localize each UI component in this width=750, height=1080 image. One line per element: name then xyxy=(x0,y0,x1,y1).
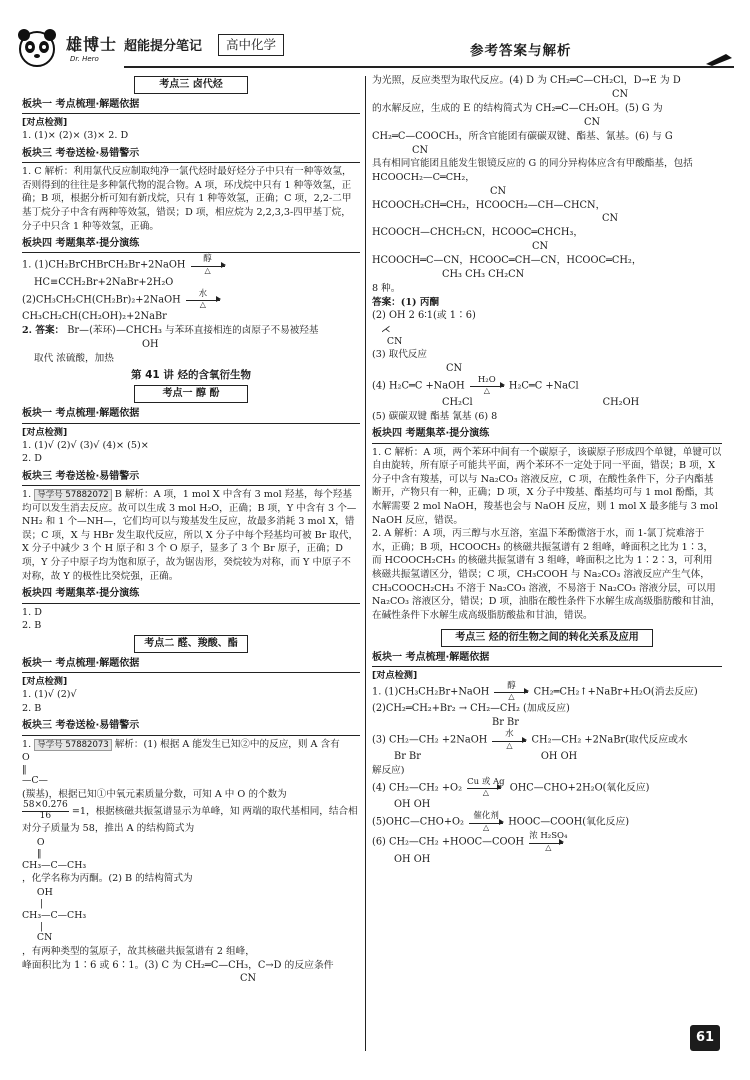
reactant-text: (5)OHC—CHO+O₂ xyxy=(372,816,464,828)
answer-text: 解析：(1) 根据 A 能发生已知②中的反应，则 A 含有 xyxy=(114,738,340,750)
arrow-heat: △ xyxy=(508,692,515,702)
guide-number-badge: 导学号 57882072 xyxy=(34,489,111,501)
substituent-right: OH OH xyxy=(540,751,578,763)
reaction-arrow xyxy=(470,376,504,396)
answer-text: B 解析：A 项，1 mol X 中含有 3 mol 羟基，每个羟基均可以发生消去反应。故可以生成 3 mol H₂O，正确；B 项，Y 中含有 3 个—NH₂ 和 1 个—NH—，它们均可以与羧基发生反应，故最多消耗 3 mol X，错误；C 项，X 与 HBr 发生取代反应，所以 X 分子中每个羟基均可被 Br 取代，X 分子中减少 3 个 H 原子和 3 个 O 原子，显多了 3 个 Br 原子，正确；D 项，Y 分子中原子均为饱和原子，故为锯齿形，癸烷较为对称，而 Y 中原子不对称，故 Y 的极性比癸烷强，正确。 xyxy=(22,489,359,582)
structure-substituent: OH OH xyxy=(394,853,431,865)
product-text: CH₂═CH₂↑+NaBr+H₂O(消去反应) xyxy=(533,686,698,698)
structure-substituent: CN xyxy=(490,185,507,197)
arrow-heat: △ xyxy=(483,822,490,832)
arrow-condition: 浓 H₂SO₄ xyxy=(529,831,568,842)
brand-subtitle: Dr. Hero xyxy=(70,55,99,63)
answer-text xyxy=(22,801,360,835)
reaction-equation xyxy=(372,376,722,396)
reaction-equation xyxy=(372,812,722,832)
topic3-conversion-title: 考点三 烃的衍生物之间的转化关系及应用 xyxy=(441,629,653,647)
arrow-condition: H₂O xyxy=(477,374,496,385)
check-label: [对点检测] xyxy=(22,426,68,438)
cyanohydrin-structure: ⋌ CN xyxy=(380,324,403,347)
answer-line: 1. (1)× (2)× (3)× 2. D xyxy=(22,130,129,142)
structure-formula: Br—⟨苯环⟩—CHCH₃ xyxy=(67,324,162,336)
reactant-text: 1. (1)CH₂BrCHBrCH₂Br+2NaOH xyxy=(22,260,186,272)
arrow-line xyxy=(494,690,528,693)
block1-heading: 板块一 考点梳理·解题依据 xyxy=(22,98,360,114)
reaction-equation xyxy=(372,730,722,750)
block4-heading: 板块四 考题集萃·提分演练 xyxy=(372,427,722,443)
answer-text: (2) OH 2 6∶1(或 1∶6) xyxy=(372,310,476,322)
compound-b-structure: OH | CH₃—C—CH₃ | CN xyxy=(22,886,87,944)
arrow-condition: 醇 xyxy=(203,254,212,265)
right-column xyxy=(372,74,722,1052)
isomer-list: HCOOCH—CHCH₂CN，HCOOC═CHCH₃， xyxy=(372,227,584,239)
fraction xyxy=(22,801,69,822)
spacer xyxy=(372,623,722,627)
answer-2 xyxy=(22,324,360,338)
structure-substituent: CN xyxy=(532,241,549,253)
product-text: H₂C═C +NaCl xyxy=(508,380,579,392)
reactant-text: (4) CH₂—CH₂ +O₂ xyxy=(372,782,463,794)
reaction-equation xyxy=(22,255,360,275)
check-label: [对点检测] xyxy=(22,676,68,688)
answer-text: 解反应) xyxy=(372,765,405,777)
answer-text: (5) 碳碳双键 酯基 氰基 (6) 8 xyxy=(372,410,498,422)
reaction-equation: (2)CH₂═CH₂+Br₂ → CH₂—CH₂ (加成反应) xyxy=(372,703,570,715)
carbonyl-structure: O ‖ —C— xyxy=(22,752,48,787)
panda-logo-icon xyxy=(14,26,60,70)
topic3-title: 考点三 卤代烃 xyxy=(134,76,248,94)
structure-substituent: CN xyxy=(602,213,619,225)
answer-text: 的水解反应，生成的 E 的结构简式为 CH₂═C—CH₂OH。(5) G 为 xyxy=(372,102,663,114)
structure-substituent: CN xyxy=(412,144,429,156)
arrow-line xyxy=(492,739,526,742)
block3-heading: 板块三 考卷送检·易错警示 xyxy=(22,147,360,163)
answer-line: 2. D xyxy=(22,453,42,465)
answer-line: 1. (1)√ (2)√ xyxy=(22,689,77,701)
block1-heading: 板块一 考点梳理·解题依据 xyxy=(22,407,360,423)
arrow-condition: 醇 xyxy=(507,680,516,691)
answer-paragraph: 1. 导学号 57882073 解析：(1) 根据 A 能发生已知②中的反应，则 A 含有 xyxy=(22,738,340,750)
block1-heading: 板块一 考点梳理·解题依据 xyxy=(372,651,722,667)
arrow-heat: △ xyxy=(199,300,206,310)
answer-line: 2. B xyxy=(22,702,42,714)
arrow-condition: 水 xyxy=(505,729,514,740)
page-header xyxy=(14,26,738,70)
reaction-arrow xyxy=(494,682,528,702)
arrow-condition: 水 xyxy=(198,288,208,299)
reaction-arrow xyxy=(529,832,567,852)
block1-heading: 板块一 考点梳理·解题依据 xyxy=(22,657,360,673)
product-text: CH₃CH₂CH(CH₂OH)₂+2NaBr xyxy=(22,310,167,322)
reactant-text: (6) CH₂—CH₂ +HOOC—COOH xyxy=(372,837,525,849)
reactant-text: 1. (1)CH₃CH₂Br+NaOH xyxy=(372,686,490,698)
pen-icon xyxy=(704,52,734,66)
substituent-left: Br Br xyxy=(394,751,421,763)
reaction-equation xyxy=(372,682,722,702)
reaction-equation xyxy=(372,778,722,798)
answer-text: 具有相同官能团且能发生银镜反应的 G 的同分异构体应含有甲酸酯基，包括 HCOOCH₂—C═CH₂， xyxy=(372,158,693,184)
answer-text: (羰基)，根据已知①中氧元素质量分数，可知 A 中 O 的个数为 xyxy=(22,788,287,800)
structure-substituent: CN xyxy=(584,116,601,128)
reaction-arrow xyxy=(191,255,225,275)
structure-substituent: CH₃ CH₃ CH₂CN xyxy=(442,269,525,281)
arrow-line xyxy=(191,264,225,267)
left-column xyxy=(22,74,360,1052)
block3-heading: 板块三 考卷送检·易错警示 xyxy=(22,719,360,735)
structure-substituent xyxy=(372,396,722,410)
structure-substituent: Br Br xyxy=(492,717,519,729)
arrow-condition: 催化剂 xyxy=(473,811,499,822)
reaction-arrow xyxy=(186,290,220,310)
fraction-numerator: 58×0.276 xyxy=(23,800,68,811)
header-rule xyxy=(124,66,734,68)
arrow-heat: △ xyxy=(483,386,490,396)
product-text: HC≡CCH₂Br+2NaBr+2H₂O xyxy=(34,276,174,288)
subject-badge: 高中化学 xyxy=(218,34,284,56)
answer-text: =1，根据核磁共振氢谱显示为单峰，知 xyxy=(71,806,240,818)
answer-text: ，化学名称为丙酮。(2) B 的结构简式为 xyxy=(22,872,193,884)
answer-text: 与苯环直接相连的卤原子不易被羟基 xyxy=(165,324,319,336)
arrow-line xyxy=(467,786,501,789)
arrow-line xyxy=(470,384,504,387)
page-title: 参考答案与解析 xyxy=(470,43,572,59)
substituent-left: CH₂Cl xyxy=(442,396,473,408)
answer-text: (3) 取代反应 xyxy=(372,349,428,361)
answer-text: 8 种。 xyxy=(372,283,401,294)
answer-line: 2. B xyxy=(22,620,42,632)
answer-text: 为光照，反应类型为取代反应。(4) D 为 CH₂═C—CH₂Cl，D→E 为 D xyxy=(372,75,681,86)
answer-text: 两端的取代基相同，结合相对分子质量为 58，推出 A 的结构简式为 xyxy=(22,806,358,834)
answer-line: 1. D xyxy=(22,606,42,618)
answer-paragraph: 1. C 解析：利用氯代反应制取纯净一氯代烃时最好烃分子中只有一种等效氢，否则得到的往往是多种氯代物的混合物。A 项，环戊烷中只有 1 种等效氢，正确；B 项，根据分析可知有新戊烷，只有 1 种等效氢，正确；C 项，2,2-二甲基丁烷分子中含有两种等效氢，错误；D 项，相应烷为 2,2,3,3-四甲基丁烷，分子中只含 1 种等效氢，正确。 xyxy=(22,166,352,232)
block3-heading: 板块三 考卷送检·易错警示 xyxy=(22,470,360,486)
arrow-line xyxy=(529,841,563,844)
brand-name: 雄博士 xyxy=(66,35,118,54)
answer-paragraph: 2. A 解析：A 项，丙三醇与水互溶，室温下苯酚微溶于水，而 1-氯丁烷难溶于水，正确；B 项，HCOOCH₃ 的核磁共振氢谱有 2 组峰，峰面积之比为 1∶3，而 HCOOCH₂CH₃ 的核磁共振氢谱有 3 组峰，峰面积之比为 1∶2∶3，可利用核磁共振氢谱区分，错误；C 项，CH₃COOH 与 Na₂CO₃ 溶液反应产生气体，CH₃COOCH₂CH₃ 不溶于 Na₂CO₃ 溶液，不易溶于 Na₂CO₃ 溶液分层，可以用 Na₂CO₃ 溶液区分，错误；D 项，油脂在酸性条件下水解生成高级脂肪酸和甘油，在碱性条件下水解生成高级脂肪酸盐和甘油，错误。 xyxy=(372,528,721,621)
lecture-title: 第 41 讲 烃的含氧衍生物 xyxy=(130,369,252,382)
series-name: 超能提分笔记 xyxy=(124,39,203,54)
reaction-arrow xyxy=(469,812,503,832)
isomer-list: HCOOCH₂CH═CH₂，HCOOCH₂—CH—CHCN， xyxy=(372,199,606,211)
structure-substituent: CN xyxy=(446,362,463,374)
topic1-title: 考点一 醇 酚 xyxy=(134,385,248,403)
reaction-arrow xyxy=(492,730,526,750)
answer-text: 取代 浓硫酸，加热 xyxy=(34,352,114,364)
answer-paragraph: 1. C 解析：A 项，两个苯环中间有一个碳原子，该碳原子形成四个单键，单键可以自由旋转，所有原子可能共平面，两个苯环不一定处于同一平面，错误；B 项，X 分子中含有羧基，可以与 Na₂CO₃ 溶液反应，C 项，在酸性条件下，分子内酯基断开，产物只有一种，正确；D 项，X 分子中羧基、酯基均可与 1 mol 酚酯，其水解需要 2 mol NaOH，羧基也会与 NaOH 反应，则 1 mol X 最多能与 3 mol NaOH 反应，错误。 xyxy=(372,446,722,526)
reactant-text: (4) H₂C═C +NaOH xyxy=(372,380,465,392)
column-divider xyxy=(365,76,366,1051)
arrow-heat: △ xyxy=(204,265,211,275)
product-text: OHC—CHO+2H₂O(氧化反应) xyxy=(509,782,650,794)
block4-heading: 板块四 考题集萃·提分演练 xyxy=(22,237,360,253)
structure-substituent: OH OH xyxy=(394,799,431,811)
arrow-heat: △ xyxy=(545,842,552,852)
acetone-structure: O ‖ CH₃—C—CH₃ xyxy=(22,836,87,871)
check-label: [对点检测] xyxy=(372,669,418,681)
check-label: [对点检测] xyxy=(22,117,68,129)
reactant-text: (3) CH₂—CH₂ +2NaOH xyxy=(372,734,488,746)
product-text: CH₂—CH₂ +2NaBr(取代反应或水 xyxy=(531,734,688,746)
guide-number-badge: 导学号 57882073 xyxy=(34,739,111,751)
topic2-title: 考点二 醛、羧酸、酯 xyxy=(134,635,248,653)
answer-label: 2. 答案： xyxy=(22,324,65,336)
structure-substituent: CN xyxy=(612,88,629,100)
answer-paragraph: 1. 导学号 57882072 B 解析：A 项，1 mol X 中含有 3 mol 羟基，每个羟基均可以发生消去反应。故可以生成 3 mol H₂O，正确；B 项，Y 中含有 3 个—NH₂ 和 1 个—NH—，它们均可以与羧基发生反应，故最多消耗 3 mol X，错误；C 项，X 与 HBr 发生取代反应，所以 X 分子中每个羟基均可被 Br 取代，X 分子中减少 3 个 H 原子和 3 个 O 原子，显多了 3 个 Br 原子，正确；D 项，Y 分子中原子均为饱和原子，故为锯齿形，癸烷较为对称，而 Y 中原子不对称，故 Y 的极性比癸烷强，正确。 xyxy=(22,489,359,582)
answer-text: CH₂═C—COOCH₃，所含官能团有碳碳双键、酯基、氰基。(6) 与 G xyxy=(372,130,673,142)
structure-substituent xyxy=(372,750,722,764)
reaction-equation xyxy=(372,832,722,852)
block4-heading: 板块四 考题集萃·提分演练 xyxy=(22,587,360,603)
answer-text: ，有两种类型的氢原子，故其核磁共振氢谱有 2 组峰， xyxy=(22,945,255,957)
isomer-list: HCOOCH═C—CN，HCOOC═CH—CN，HCOOC═CH₂， xyxy=(372,255,642,267)
answer-text: 峰面积比为 1∶6 或 6∶1。(3) C 为 CH₂═C—CH₃，C→D 的反应条件 xyxy=(22,959,334,971)
arrow-condition: Cu 或 Ag xyxy=(467,776,505,787)
substituent-right: CH₂OH xyxy=(602,396,640,408)
product-text: HOOC—COOH(氧化反应) xyxy=(508,816,630,828)
answer-line: 1. (1)√ (2)√ (3)√ (4)× (5)× xyxy=(22,439,149,451)
structure-substituent: CN xyxy=(240,973,257,985)
structure-substituent: OH xyxy=(142,338,159,350)
arrow-heat: △ xyxy=(482,788,489,798)
arrow-heat: △ xyxy=(506,740,513,750)
fraction-denominator: 16 xyxy=(39,811,52,822)
reactant-text: (2)CH₃CH₂CH(CH₂Br)₂+2NaOH xyxy=(22,294,181,306)
arrow-line xyxy=(186,298,220,301)
answer-label: 答案：(1) 丙酮 xyxy=(372,296,440,308)
reaction-equation xyxy=(22,290,360,310)
page-number: 61 xyxy=(690,1025,720,1051)
reaction-arrow xyxy=(467,778,504,798)
arrow-line xyxy=(469,821,503,824)
